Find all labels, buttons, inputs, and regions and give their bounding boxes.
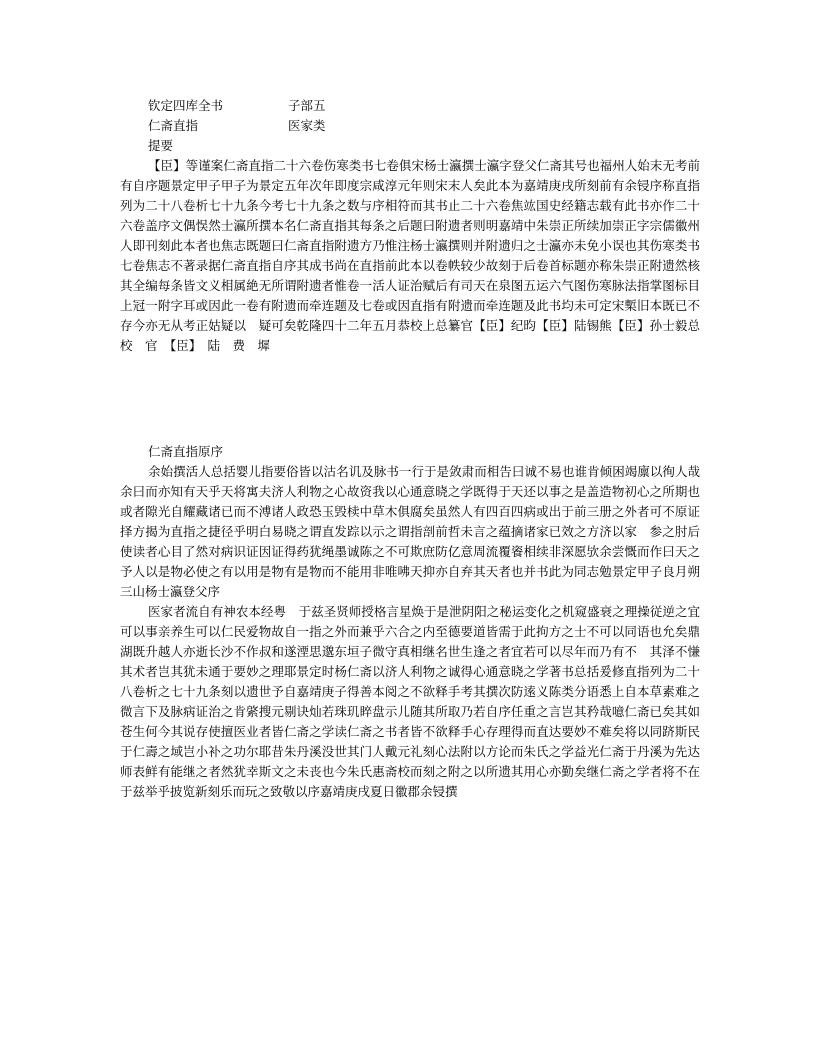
- summary-heading: 提要: [148, 138, 174, 153]
- book-title: 仁斋直指: [148, 118, 199, 133]
- collection-name: 钦定四库全书: [148, 98, 224, 113]
- header-row-2: [120, 116, 700, 136]
- preface-title: 仁斋直指原序: [148, 444, 224, 459]
- document-page: [120, 96, 713, 802]
- summary-paragraph: 【臣】等谨案仁斋直指二十六卷伤寒类书七卷俱宋杨士瀛撰士瀛字登父仁斋其号也福州人始末无考前有自序题景定甲子甲子为景定五年次年即度宗咸淳元年则宋末人矣此本为嘉靖庚戌所刻前有余锓序称直指列为二十八卷析七十九条今考七十九条之数与序相符而其书止二十六卷焦竑国史经籍志载有此书亦作二十六卷盖序文偶悮然士瀛所撰本名仁斋直指其每条之后题曰附遗者则明嘉靖中朱崇正所续加崇正字宗儒徽州人即刊刻此本者也焦志既题曰仁斋直指附遗方乃惟注杨士瀛撰则并附遗归之士瀛亦未免小误也其伤寒类书七卷焦志不著录据仁斋直指自序其成书尚在直指前此本以卷帙较少故刻于后卷首标题亦称朱崇正附遗然核其全编每条皆文义相属絶无所谓附遗者惟卷一活人证治赋后有司天在泉图五运六气图伤寒脉法指掌图标目上冠一附字耳或因此一卷有附遗而牵连题及七卷或因直指有附遗而牵连题及此书均未可定宋槧旧本既已不存今亦无从考正姑疑以 疑可矣乾隆四十二年五月恭校上总纂官【臣】纪昀【臣】陆锡熊【臣】孙士毅总 校 官 【臣】 陆 费 墀: [120, 158, 713, 353]
- preface-paragraph-1: 余始撰活人总括婴儿指要俗皆以沽名讥及脉书一行于是敛肃而相告曰诚不易也谁肯倾困竭廪以徇人哉余曰而亦知有天乎天将寓夫济人利物之心故资我以心通意晓之学既得于天还以事之是盖造物初心之所期也或者隙光自耀藏诸已而不溥诸人政恐玉毁椟中草木俱腐矣虽然人有四百四病或出于前三册之外者可不原证择方揭为直指之捷径乎明白易晓之谓直发踪以示之谓指剖前哲未言之蕴摘诸家已效之方济以家 参之肘后使读者心目了然对病识证因证得药犹绳墨诚陈之不可欺庶防亿意周流覆餈相续非深愿欤余尝慨而作曰天之予人以是物必使之有以用是物有是物而不能用非唯咈天抑亦自弃其天者也并书此为同志勉景定甲子良月朔三山杨士瀛登父序: [120, 464, 700, 599]
- section-name: 子部五: [288, 98, 326, 113]
- header-row-1: [120, 96, 700, 116]
- preface-paragraph-2: 医家者流自有神农本经粤 于兹圣贤师授格言星焕于是泄阴阳之秘运变化之机窥盛衰之理操従逆之宜可以事亲养生可以仁民爱物故自一指之外而兼乎六合之内至德要道皆需于此拘方之士不可以同语也允矣鼎湖既升越人亦逝长沙不作叔和遂湮思邈东垣子微守真相继名世生逢之者宜若可以尽年而乃有不 其泽不慊其术者岂其犹未通于要妙之理耶景定时杨仁斋以济人利物之诚得心通意晓之学著书总括爰修直指列为二十八卷析之七十九条刻以遗世予自嘉靖庚子得善本阅之不欲释手考其撰次防逺义陈类分语悉上自本草素难之微言下及脉病证治之肯綮搜元剔诀灿若珠玑睟盘示儿随其所取乃若自序任重之言岂其矜哉噫仁斋已矣其如苍生何今其说存使擅医业者皆仁斋之学读仁斋之书者皆不欲释手心存理得而直达要妙不难矣将以同跻斯民于仁壽之域岂小补之功尔耶昔朱丹溪没世其门人戴元礼刻心法附以方论而朱氏之学益光仁斋于丹溪为先达师表鲜有能继之者然犹幸斯文之未丧也今朱氏惠斋校而刻之附之以所遗其用心亦勤矣继仁斋之学者将不在于兹举乎披览新刻乐而玩之致敬以序嘉靖庚戌夏日徽郡余锓撰: [120, 604, 700, 799]
- category-name: 医家类: [288, 118, 326, 133]
